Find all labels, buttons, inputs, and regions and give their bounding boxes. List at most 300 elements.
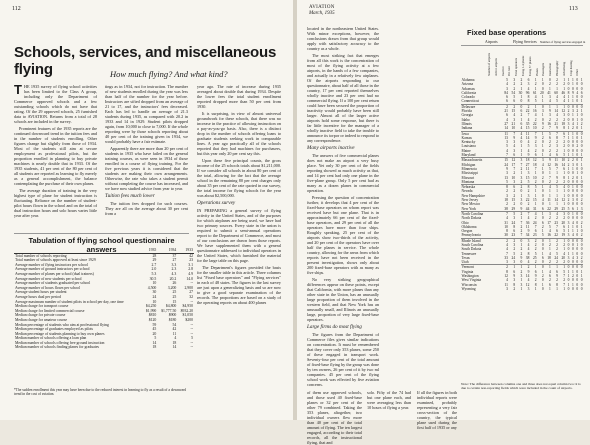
table-cell: 0 bbox=[567, 113, 570, 118]
table-cell: 5 bbox=[549, 224, 551, 229]
table-cell: 0 bbox=[576, 162, 579, 167]
table-cell: 0 bbox=[576, 251, 579, 256]
table-cell: 1 bbox=[549, 171, 551, 176]
table-cell: 24 bbox=[532, 220, 537, 225]
table-cell: 0 bbox=[580, 148, 583, 153]
table-cell: 3 bbox=[571, 162, 574, 167]
table-cell: $1,990 bbox=[145, 308, 157, 313]
row-label: Average maximum number of student pilots in school per day, one time bbox=[15, 299, 124, 304]
table-cell: 2 bbox=[580, 220, 583, 225]
table-cell: 3 bbox=[516, 158, 523, 163]
state-row bbox=[461, 202, 583, 206]
table-cell: 15 bbox=[511, 109, 516, 114]
table-cell: 14 bbox=[525, 274, 530, 279]
bottom-column-3: If all the figures in both individual reports were examined, probably representing a very fair cross-section of the country, the typical plane used during the first half of 1935 or any bbox=[417, 390, 457, 430]
state-name: North Dakota bbox=[461, 216, 482, 221]
table-cell: $932.20 bbox=[180, 308, 193, 313]
table-cell: 1 bbox=[520, 171, 523, 176]
table-cell: 15 bbox=[172, 299, 177, 304]
table-cell: 1 bbox=[576, 117, 579, 122]
table-cell: 1 bbox=[580, 274, 583, 279]
questionnaire-table bbox=[14, 248, 194, 350]
table-cell: 1 bbox=[520, 278, 523, 283]
paragraph: The Department's figures provided the basis for the smaller table in this article. Three columns list "Fixed base operators" and "Flying services" in each of 48 states. The figures in the last survey are just upon a generalizing basis and so are now to give a good separate examination of the records. The proportions are based on a study of the operating reports on about 400 planes bbox=[197, 265, 281, 305]
table-cell: 1 bbox=[534, 286, 537, 291]
table-cell: 8 bbox=[513, 282, 516, 287]
table-cell: 4 bbox=[551, 211, 558, 216]
table-cell: 3 bbox=[556, 144, 558, 149]
table-cell: 1 bbox=[558, 265, 565, 270]
table-cell: 0 bbox=[571, 117, 574, 122]
column-header: Number of airports bbox=[487, 53, 491, 76]
table-cell: 1 bbox=[567, 166, 570, 171]
table-cell: 14 bbox=[554, 109, 558, 114]
table-cell: 8 bbox=[501, 185, 508, 190]
table-cell: 1 bbox=[520, 193, 523, 198]
table-cell: 14 bbox=[504, 126, 508, 131]
table-cell: 23 bbox=[511, 233, 516, 238]
table-cell: 30.5 bbox=[149, 276, 157, 281]
table-cell: 4 bbox=[558, 185, 565, 190]
table-cell: $4,950 bbox=[182, 304, 193, 309]
table-cell: 1 bbox=[580, 153, 583, 158]
table-cell: 2 bbox=[563, 216, 566, 221]
subhead: Large firms do most flying bbox=[307, 324, 362, 330]
table-cell: 3 bbox=[513, 278, 516, 283]
table-cell: 1 bbox=[541, 229, 544, 234]
table-cell: 7 bbox=[523, 211, 530, 216]
table-cell: 0 bbox=[576, 140, 579, 145]
table-cell: 1 bbox=[567, 153, 570, 158]
table-cell: 2 bbox=[501, 265, 508, 270]
table-cell: 31 bbox=[532, 206, 537, 211]
table-cell: 2 bbox=[567, 109, 570, 114]
table-cell: 2 bbox=[556, 179, 558, 184]
table-cell: 4 bbox=[544, 185, 551, 190]
table-cell: 32 bbox=[189, 294, 193, 299]
table-cell: 6 bbox=[520, 121, 523, 126]
paragraph: Pressing the question of concentration further, it develops that 4 per cent of the fixed-base operators on whom report was received have but one plane. That is in approximately 66 per cent of the fixed-base operators, and 29 per cent of all the operators have more than four ships. Roughly speaking, 25 per cent of the airports show two-thirds of the activity, and 20 per cent of the operators have over half the planes in service. The whole country, allowing for the areas from which reports have not been received in the present investigation, shows only about 200 fixed-base operators with as many as five ships. bbox=[307, 195, 379, 275]
column-header: Photography bbox=[555, 60, 559, 76]
table-cell: 1 bbox=[563, 247, 566, 252]
table-cell: 4 bbox=[516, 131, 523, 136]
table-cell: 11 bbox=[504, 282, 508, 287]
table-cell: 2 bbox=[527, 189, 530, 194]
table-cell: 28 bbox=[152, 253, 157, 258]
table-cell: 0 bbox=[576, 78, 579, 82]
table-cell: 1 bbox=[530, 104, 537, 109]
paragraph: The figures from the Department of Commerce files gives similar indications on concentration. It must be remembered that they cover only 353 planes, some 250 of these engaged in transport work. Seventy-four per cent of the total amount of fixed-base flying by the group was done by ten owners, 26 per cent of it by two ml companies. 45 per cent of the flying school work was effected by five aviation concerns. bbox=[307, 332, 379, 387]
table-cell: 12 bbox=[561, 198, 566, 203]
table-cell: 2 bbox=[516, 185, 523, 190]
table-cell: 2 bbox=[580, 255, 583, 260]
table-cell: 1 bbox=[580, 175, 583, 180]
page-number-right: 113 bbox=[569, 6, 578, 12]
table-cell: 0 bbox=[520, 202, 523, 207]
table-cell: 6 bbox=[556, 153, 558, 158]
table-cell: 4 bbox=[527, 278, 530, 283]
table-cell: 12 bbox=[504, 274, 508, 279]
state-name: Idaho bbox=[461, 117, 470, 122]
state-name: Delaware bbox=[461, 104, 501, 109]
table-cell: 3 bbox=[537, 158, 544, 163]
table-cell: 0 bbox=[580, 216, 583, 221]
table-cell: 4 bbox=[571, 233, 574, 238]
table-cell: 4.9 bbox=[188, 271, 193, 276]
table-cell: 1 bbox=[567, 135, 570, 140]
table-cell: 6 bbox=[513, 153, 516, 158]
table-cell: 1 bbox=[563, 148, 566, 153]
table-cell: 9 bbox=[534, 274, 537, 279]
table-cell: 7 bbox=[563, 282, 566, 287]
table-cell: 0 bbox=[574, 211, 578, 216]
table-cell: 0 bbox=[576, 99, 579, 104]
state-name: Texas bbox=[461, 255, 470, 260]
table-cell: 8 bbox=[513, 224, 516, 229]
table-cell: 0 bbox=[571, 242, 574, 247]
paragraph: The average duration of training in the very highest type of plane for student instruction is fluctuating. Reliance on the number of student-pilot hours flown in the school and on the total of dual instruction hours and solo hours varies little year after year. bbox=[14, 188, 97, 218]
table-cell: 4 bbox=[549, 251, 551, 256]
table-cell: 0 bbox=[567, 202, 570, 207]
state-row bbox=[461, 233, 583, 238]
table-cell: 6 bbox=[527, 78, 530, 82]
table-cell: 33 bbox=[504, 255, 508, 260]
paragraph: The most striking fact that emerges from all this work is the concentration of most of the flying activity at a few airports, in the hands of a few companies, and actually in a relatively few airplanes. Of the airports responding to our questionnaire, about half of all those in the country, 17 per cent reported themselves wholly inactive and 23 per cent had no commercial flying. If a 100 per cent return could have been secured the proportion of inactivity would probably have been still larger. Almost all of the larger active airports hold some response, but there is far little incentive for the manager of a wholly inactive field to take the trouble to announce its torpor or indeed to respond to any correspondence. bbox=[307, 53, 379, 143]
table-cell: 2.3 bbox=[171, 267, 177, 272]
table-cell: 0 bbox=[541, 260, 544, 265]
table-cell: 2 bbox=[541, 224, 544, 229]
table-cell: 8 bbox=[534, 282, 537, 287]
table-cell: 1 bbox=[567, 229, 570, 234]
table-cell: 0 bbox=[520, 99, 523, 104]
table-cell: 2 bbox=[506, 189, 508, 194]
table-cell: 9 bbox=[549, 109, 551, 114]
table-cell: 0 bbox=[580, 251, 583, 256]
table-cell: 0 bbox=[574, 265, 578, 270]
table-cell: 9 bbox=[527, 269, 530, 274]
state-name: Virginia bbox=[461, 269, 474, 274]
left-column-1 bbox=[14, 84, 97, 232]
table-cell: -- bbox=[190, 340, 193, 345]
table-cell: 3 bbox=[513, 242, 516, 247]
table-cell: 3 bbox=[527, 193, 530, 198]
table-cell: 7 bbox=[549, 126, 551, 131]
table-cell: 0 bbox=[570, 238, 574, 243]
table-cell: 0 bbox=[567, 278, 570, 283]
table-cell: 5 bbox=[506, 144, 508, 149]
table-cell: 8 bbox=[527, 99, 530, 104]
table-cell: 1 bbox=[580, 126, 583, 131]
table-cell: 1 bbox=[571, 78, 574, 82]
table-cell: 8 bbox=[527, 251, 530, 256]
table-cell: 2 bbox=[571, 126, 574, 131]
table-cell: 0 bbox=[574, 158, 578, 163]
table-cell: 42 bbox=[172, 327, 177, 332]
table-cell: 16 bbox=[547, 233, 551, 238]
table-cell: 1 bbox=[541, 99, 544, 104]
right-page bbox=[297, 0, 590, 445]
table-cell: 2 bbox=[523, 104, 530, 109]
table-cell: 5 bbox=[513, 251, 516, 256]
table-cell: 3 bbox=[523, 238, 530, 243]
table-cell: 1 bbox=[534, 78, 537, 82]
table-cell: 0 bbox=[520, 140, 523, 145]
subhead: Operations survey bbox=[197, 200, 236, 206]
table-cell: 1 bbox=[541, 113, 544, 118]
state-name: Indiana bbox=[461, 126, 473, 131]
table-cell: 0 bbox=[580, 278, 583, 283]
table-cell: 0 bbox=[566, 104, 570, 109]
table-cell: 0 bbox=[580, 202, 583, 207]
table-cell: 0 bbox=[579, 104, 583, 109]
table-cell: 6 bbox=[549, 135, 551, 140]
table-cell: 2 bbox=[541, 135, 544, 140]
table-cell: 5 bbox=[527, 179, 530, 184]
table-cell: 2 bbox=[551, 238, 558, 243]
table-cell: 16 bbox=[554, 162, 558, 167]
table-cell: 20.2 bbox=[169, 276, 177, 281]
table-cell: 1 bbox=[571, 135, 574, 140]
row-label: Average hours dual per period bbox=[15, 294, 61, 299]
table-cell: 3 bbox=[580, 206, 583, 211]
table-cell: $180 bbox=[168, 317, 177, 322]
table-cell: 1 bbox=[549, 247, 551, 252]
table-cell: 6 bbox=[534, 229, 537, 234]
table-cell: 0 bbox=[566, 185, 570, 190]
table-cell: 41 bbox=[547, 90, 551, 95]
state-name: Rhode Island bbox=[461, 238, 501, 243]
table-cell: 23 bbox=[554, 220, 558, 225]
table-cell: 6 bbox=[541, 206, 544, 211]
table-cell: 1 bbox=[567, 282, 570, 287]
table-cell: 0 bbox=[580, 144, 583, 149]
table-cell: 21 bbox=[511, 121, 516, 126]
paragraph: No very striking geographical differences appear on these points, except that California, with more planes than any other state in the Union, has an unusually large proportion of them involved in the western field, and that New York has an unusually small, and Illinois an unusually large, proportion of very large fixed-base operators. bbox=[307, 277, 379, 322]
table-cell: -- bbox=[190, 281, 193, 286]
table-cell: 7 bbox=[563, 274, 566, 279]
table-cell: 2 bbox=[534, 179, 537, 184]
table-cell: 1 bbox=[580, 78, 583, 82]
table-cell: 25 bbox=[561, 206, 566, 211]
issue-date: March, 1935 bbox=[309, 11, 335, 16]
table-cell: 2 bbox=[534, 148, 537, 153]
table-cell: 1 bbox=[567, 274, 570, 279]
table-cell: 26 bbox=[172, 281, 177, 286]
table-cell: 0 bbox=[567, 189, 570, 194]
table-cell: 0 bbox=[571, 202, 574, 207]
table-cell: 2 bbox=[506, 202, 508, 207]
table-cell: 6 bbox=[556, 229, 558, 234]
table-cell: -- bbox=[190, 299, 193, 304]
paragraph: Prominent features of the 1935 reports are the continued downward trend in the tuition fees and in the number of students enrolling. Other figures change but slightly from those of 1934. Most of the students still aim at secure employment as professional pilots, but the proportion enrolled in planning to buy private machines is nearly double that in 1933. Of the 1935 students, 41 per cent of the 80 per cent of all students are reported as learning to fly merely as a general accomplishment, the balance contemplating the purchase of their own planes. bbox=[14, 126, 97, 186]
table-cell: 2 bbox=[534, 117, 537, 122]
table-cell: 1 bbox=[534, 193, 537, 198]
table-cell: 1 bbox=[534, 189, 537, 194]
table-cell: 2 bbox=[549, 140, 551, 145]
table-cell: 0 bbox=[541, 278, 544, 283]
table-cell: 0 bbox=[541, 140, 544, 145]
table-cell: 37 bbox=[172, 253, 177, 258]
table-cell: 5 bbox=[551, 185, 558, 190]
table-cell: 29 bbox=[152, 258, 157, 263]
table-cell: 3 bbox=[527, 171, 530, 176]
table-cell: 3.3 bbox=[171, 262, 177, 267]
drop-cap: T bbox=[14, 82, 22, 97]
state-name: Vermont bbox=[461, 265, 501, 270]
column-header: Other bbox=[575, 69, 580, 76]
table-cell: 2 bbox=[520, 247, 523, 252]
table-cell: 1 bbox=[520, 144, 523, 149]
table-cell: 0 bbox=[570, 104, 574, 109]
table-cell: 0 bbox=[567, 117, 570, 122]
table-cell: 12 bbox=[508, 158, 515, 163]
table-cell: 2 bbox=[563, 260, 566, 265]
table-cell: 2 bbox=[556, 78, 558, 82]
divider bbox=[14, 233, 189, 234]
table-cell: 0 bbox=[571, 260, 574, 265]
table-cell: 8 bbox=[563, 126, 566, 131]
table-cell: 0 bbox=[580, 82, 583, 87]
column-header: Using 5+ planes bbox=[527, 56, 532, 76]
left-column-2 bbox=[105, 84, 188, 232]
table-cell: 2 bbox=[580, 233, 583, 238]
table-cell: -- bbox=[190, 331, 193, 336]
table-cell: 4 bbox=[527, 260, 530, 265]
table-cell: 0 bbox=[571, 86, 574, 91]
table-cell: 9 bbox=[520, 255, 523, 260]
table-cell: 1 bbox=[580, 135, 583, 140]
table-cell: 2 bbox=[513, 202, 516, 207]
table-cell: 6 bbox=[508, 185, 515, 190]
table-cell: 1 bbox=[566, 131, 570, 136]
table-cell: 10 bbox=[152, 299, 157, 304]
table-cell: 0 bbox=[580, 247, 583, 252]
group-header: Airports bbox=[485, 40, 498, 44]
article-deck: How much flying? And what kind? bbox=[110, 69, 228, 79]
table-cell: $4,250 bbox=[145, 304, 157, 309]
table-cell: 13 bbox=[504, 175, 508, 180]
magazine-name: AVIATION bbox=[309, 5, 335, 10]
table-cell: 2 bbox=[549, 216, 551, 221]
table-cell: 9 bbox=[534, 135, 537, 140]
table-cell: 6 bbox=[563, 166, 566, 171]
table-cell: 0 bbox=[541, 286, 544, 291]
table-cell: 30 bbox=[152, 290, 157, 295]
table-cell: 0 bbox=[576, 179, 579, 184]
state-name: Alabama bbox=[461, 78, 475, 82]
table-cell: 4 bbox=[534, 113, 537, 118]
table-cell: 0 bbox=[580, 95, 583, 100]
table-cell: 0 bbox=[574, 131, 578, 136]
table-cell: 9 bbox=[513, 135, 516, 140]
table-cell: 2 bbox=[520, 269, 523, 274]
group-header: Flying Services bbox=[513, 40, 537, 44]
state-name: North Carolina bbox=[461, 211, 501, 216]
table-cell: 0 bbox=[549, 78, 551, 82]
table-cell: 2 bbox=[508, 238, 515, 243]
table-cell: 1 bbox=[520, 242, 523, 247]
table-cell: 24 bbox=[152, 294, 157, 299]
left-page bbox=[0, 0, 293, 420]
table-cell: 8 bbox=[527, 95, 530, 100]
subhead: Tuition fees much lower bbox=[105, 193, 155, 199]
table-cell: 1 bbox=[567, 251, 570, 256]
table-cell: 10 bbox=[504, 224, 508, 229]
table-cell: 0 bbox=[541, 148, 544, 153]
group-header: Number of flying services engaged in bbox=[540, 40, 586, 44]
state-name: Oklahoma bbox=[461, 224, 477, 229]
table-cell: 21 bbox=[554, 121, 558, 126]
table-cell: 0 bbox=[567, 144, 570, 149]
state-name: Wisconsin bbox=[461, 282, 477, 287]
state-name: Maine bbox=[461, 148, 471, 153]
table-cell: 1 bbox=[541, 269, 544, 274]
table-cell: 2 bbox=[556, 216, 558, 221]
table-cell: 1 bbox=[534, 171, 537, 176]
table-cell: 0 bbox=[580, 242, 583, 247]
table-cell: 8 bbox=[567, 90, 570, 95]
table-cell: 9 bbox=[520, 206, 523, 211]
table-cell: 2 bbox=[520, 166, 523, 171]
table-cell: 0 bbox=[576, 202, 579, 207]
table-cell: 1 bbox=[563, 78, 566, 82]
table-cell: 21 bbox=[504, 109, 508, 114]
table-cell: 1 bbox=[563, 202, 566, 207]
table-cell: 5 bbox=[191, 336, 193, 341]
column-header: Passengers bbox=[541, 62, 546, 76]
table-cell: 14.0 bbox=[186, 276, 193, 281]
table-cell: 1 bbox=[549, 189, 551, 194]
state-name: Washington bbox=[461, 274, 479, 279]
table-cell: 1 bbox=[576, 242, 579, 247]
table-cell: 0 bbox=[541, 193, 544, 198]
state-name: Connecticut bbox=[461, 99, 479, 104]
table-cell: 0 bbox=[579, 211, 583, 216]
table-cell: 2 bbox=[541, 175, 544, 180]
table-cell: 4 bbox=[571, 220, 574, 225]
table-cell: 30 bbox=[518, 90, 523, 95]
table-cell: 2 bbox=[513, 189, 516, 194]
table-cell: 2 bbox=[513, 193, 516, 198]
table-cell: 2 bbox=[571, 274, 574, 279]
table-cell: 14 bbox=[525, 135, 530, 140]
table-cell: 1 bbox=[571, 99, 574, 104]
state-name: South Carolina bbox=[461, 242, 484, 247]
table-cell: 3 bbox=[506, 193, 508, 198]
table-cell: 2 bbox=[567, 198, 570, 203]
table-cell: 2 bbox=[563, 179, 566, 184]
table-cell: 6 bbox=[556, 269, 558, 274]
state-name: Tennessee bbox=[461, 251, 477, 256]
table-cell: 5 bbox=[506, 78, 508, 82]
table-cell: 2 bbox=[513, 286, 516, 291]
table-cell: 2 bbox=[563, 82, 566, 87]
table-cell: 5 bbox=[508, 211, 515, 216]
table-cell: 5 bbox=[563, 269, 566, 274]
table-cell: 4 bbox=[506, 148, 508, 153]
table-cell: 12 bbox=[547, 162, 551, 167]
table-cell: 4 bbox=[571, 255, 574, 260]
table-cell: 34 bbox=[525, 233, 530, 238]
table-cell: 20 bbox=[561, 220, 566, 225]
table-cell: 2 bbox=[563, 278, 566, 283]
table-cell: 1 bbox=[571, 153, 574, 158]
table-cell: 2 bbox=[541, 126, 544, 131]
table-cell: 5 bbox=[563, 229, 566, 234]
table-cell: 4 bbox=[556, 95, 558, 100]
table-cell: 1 bbox=[541, 166, 544, 171]
table-cell: 2 bbox=[556, 260, 558, 265]
